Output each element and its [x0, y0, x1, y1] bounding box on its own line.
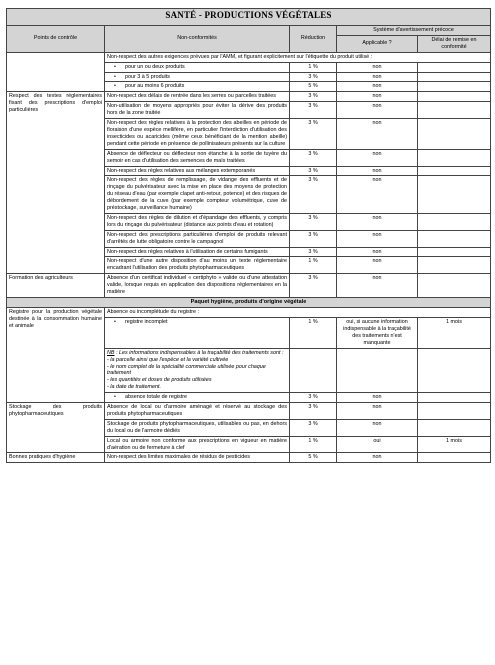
nonconf-cell: Absence de déflecteur ou déflecteur non étanche à la sortie de tuyère du semoir en cas d'utilisation des semences de maïs traitées [105, 149, 290, 166]
applicable-cell: non [337, 166, 418, 176]
reduction-cell: 1 % [290, 62, 337, 72]
delai-cell [418, 92, 491, 102]
registre-absence-label: • absence totale de registre [107, 394, 287, 401]
amm-item-label: • pour 3 à 5 produits [107, 74, 287, 81]
applicable-cell: non [337, 419, 418, 436]
reduction-cell: 3 % [290, 166, 337, 176]
delai-cell [418, 348, 491, 392]
delai-cell [418, 82, 491, 92]
point-bonnes-pratiques: Bonnes pratiques d'hygiène [7, 453, 105, 463]
table-row [7, 453, 491, 463]
applicable-cell: oui, si aucune information indispensable à la traçabilité des traitements n'est manquante [337, 318, 418, 349]
delai-cell [418, 419, 491, 436]
nonconf-cell: Non-respect des règles relatives à la protection des abeilles en période de floraison d'une espèce mellifère, en particulier l'interdiction d'utilisation des insecticides ou acaricides (même ceux bénéficiant de la mention abeille) pendant cette période en présence de pollinisateurs présents sur la culture [105, 119, 290, 150]
reduction-cell: 1 % [290, 436, 337, 453]
title-row [7, 9, 491, 26]
registre-intro: Absence ou incomplétude du registre : [105, 308, 491, 318]
reduction-cell: 3 % [290, 419, 337, 436]
amm-item-label: • pour un ou deux produits [107, 64, 287, 71]
header-points: Points de contrôle [7, 26, 105, 53]
table-row [7, 92, 491, 102]
nonconf-cell: Non-respect des prescriptions particulières d'emploi de produits relevant d'arrêtés de lutte obligatoire contre le campagnol [105, 230, 290, 247]
nb-label: NB [107, 349, 115, 356]
reduction-cell: 3 % [290, 102, 337, 119]
nb-item: - les quantités et doses de produits utilisées [107, 377, 212, 384]
nonconf-cell: Absence d'un certificat individuel « certiphyto » valide ou d'une attestation valide, lorsque requis en application des dispositions réglementaires en la matière [105, 274, 290, 298]
reduction-cell: 3 % [290, 274, 337, 298]
header-delai: Délai de remise en conformité [418, 35, 491, 52]
applicable-cell: non [337, 247, 418, 257]
applicable-cell: non [337, 403, 418, 420]
delai-cell [418, 274, 491, 298]
applicable-cell: non [337, 102, 418, 119]
applicable-cell: non [337, 176, 418, 214]
reduction-cell: 5 % [290, 453, 337, 463]
nonconf-cell: Non-respect des règles relatives à l'utilisation de certains fumigants [105, 247, 290, 257]
amm-intro: Non-respect des autres exigences prévues par l'AMM, et figurant explicitement sur l'étiquette du produit utilisé : [105, 52, 491, 62]
header-systeme: Système d'avertissement précoce [337, 26, 491, 36]
reduction-cell: 3 % [290, 213, 337, 230]
amm-item [105, 62, 290, 72]
amm-item [105, 72, 290, 82]
point-formation: Formation des agriculteurs [7, 274, 105, 298]
nonconf-cell: Non-respect des règles de dilution et d'épandage des effluents, y compris lors du rinçage du pulvérisateur (distance aux points d'eau et rotation) [105, 213, 290, 230]
nonconf-cell: Non-respect des limites maximales de résidus de pesticides [105, 453, 290, 463]
reduction-cell: 1 % [290, 318, 337, 349]
reduction-cell: 3 % [290, 393, 337, 403]
header-nonconf: Non-conformités [105, 26, 290, 53]
applicable-cell: non [337, 72, 418, 82]
delai-cell [418, 102, 491, 119]
delai-cell [418, 230, 491, 247]
point-respect-textes: Respect des textes réglementaires fixant des prescriptions d'emploi particulières [7, 92, 105, 274]
applicable-cell: non [337, 274, 418, 298]
applicable-cell: oui [337, 436, 418, 453]
reduction-cell: 3 % [290, 119, 337, 150]
reduction-cell: 3 % [290, 247, 337, 257]
applicable-cell: non [337, 92, 418, 102]
nb-item: - le nom complet de la spécialité commerciale utilisée pour chaque traitement [107, 363, 266, 377]
amm-item [105, 82, 290, 92]
table-row [7, 274, 491, 298]
reduction-cell: 3 % [290, 176, 337, 214]
applicable-cell: non [337, 230, 418, 247]
nb-text: : Les informations indispensables à la traçabilité des traitements sont : [114, 349, 284, 356]
nonconf-cell: Non-respect des délais de rentrée dans les serres ou parcelles traitées [105, 92, 290, 102]
delai-cell [418, 72, 491, 82]
applicable-cell: non [337, 82, 418, 92]
reduction-cell: 1 % [290, 257, 337, 274]
section-row [7, 298, 491, 308]
delai-cell [418, 213, 491, 230]
reduction-cell: 5 % [290, 82, 337, 92]
nb-note [105, 348, 290, 392]
applicable-cell: non [337, 213, 418, 230]
delai-cell [418, 453, 491, 463]
delai-cell [418, 119, 491, 150]
delai-cell [418, 403, 491, 420]
reduction-cell: 3 % [290, 230, 337, 247]
reduction-cell: 3 % [290, 92, 337, 102]
nb-item: - la date de traitement. [107, 384, 161, 391]
delai-cell [418, 149, 491, 166]
delai-cell: 1 mois [418, 318, 491, 349]
delai-cell [418, 257, 491, 274]
reduction-cell [290, 348, 337, 392]
applicable-cell [337, 348, 418, 392]
applicable-cell: non [337, 62, 418, 72]
point-registre: Registre pour la production végétale destinée à la consommation humaine et animale [7, 308, 105, 403]
reduction-cell: 3 % [290, 72, 337, 82]
amm-item-label: • pour au moins 6 produits [107, 83, 287, 90]
delai-cell [418, 176, 491, 214]
applicable-cell: non [337, 257, 418, 274]
header-reduction: Réduction [290, 26, 337, 53]
delai-cell: 1 mois [418, 436, 491, 453]
delai-cell [418, 62, 491, 72]
header-applicable: Applicable ? [337, 35, 418, 52]
controls-table [6, 8, 491, 463]
nonconf-cell: Local ou armoire non conforme aux prescriptions en vigueur en matière d'aération ou de fermeture à clef [105, 436, 290, 453]
nonconf-cell: Non-respect des règles de remplissage, de vidange des effluents et de rinçage du pulvérisateur avec la mise en place des moyens de protection du réseau d'eau (par exemple clapet anti-retour, potence) et des risques de débordement de la cuve (par exemple compteur volumétrique, cuve de préstockage, surveillance humaine) [105, 176, 290, 214]
point-cell-empty [7, 52, 105, 92]
table-row [7, 403, 491, 420]
reduction-cell: 3 % [290, 403, 337, 420]
table-row [7, 52, 491, 62]
nonconf-cell: Stockage de produits phytopharmaceutiques, utilisables ou pas, en dehors du local ou de l'armoire dédiés [105, 419, 290, 436]
registre-incomplet-label: • registre incomplet [107, 319, 287, 326]
delai-cell [418, 166, 491, 176]
delai-cell [418, 393, 491, 403]
registre-absence-cell [105, 393, 290, 403]
applicable-cell: non [337, 119, 418, 150]
point-stockage: Stockage des produits phytopharmaceutiques [7, 403, 105, 453]
reduction-cell: 3 % [290, 149, 337, 166]
registre-incomplet-cell [105, 318, 290, 349]
nonconf-cell: Absence de local ou d'armoire aménagé et réservé au stockage des produits phytopharmaceutiques [105, 403, 290, 420]
applicable-cell: non [337, 453, 418, 463]
nonconf-cell: Non-respect d'une autre disposition d'au moins un texte réglementaire encadrant l'utilisation des produits phytopharmaceutiques [105, 257, 290, 274]
nonconf-cell: Non-respect des règles relatives aux mélanges extemporanés [105, 166, 290, 176]
page-title: SANTÉ - PRODUCTIONS VÉGÉTALES [7, 9, 491, 26]
nonconf-cell: Non-utilisation de moyens appropriés pour éviter la dérive des produits hors de la zone traitée [105, 102, 290, 119]
applicable-cell: non [337, 149, 418, 166]
nb-item: - la parcelle ainsi que l'espèce et la variété cultivée [107, 356, 229, 363]
section-heading: Paquet hygiène, produits d'origine végétale [7, 298, 491, 308]
header-row-1 [7, 26, 491, 36]
table-row [7, 308, 491, 318]
applicable-cell: non [337, 393, 418, 403]
delai-cell [418, 247, 491, 257]
